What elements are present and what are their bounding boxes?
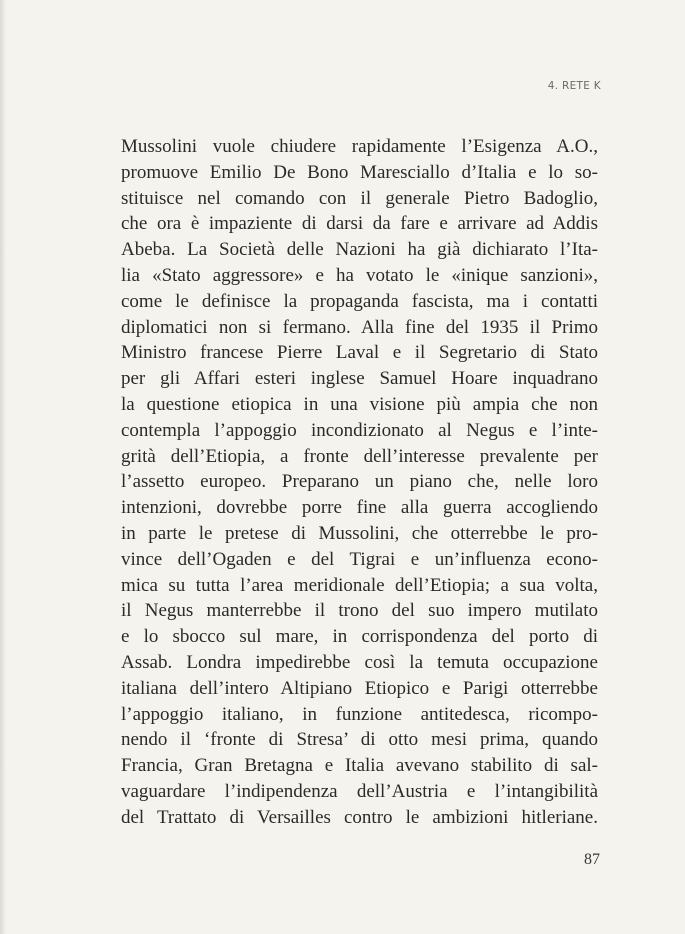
text-line: Francia, Gran Bretagna e Italia avevano stabilito di sal-	[121, 755, 598, 777]
text-line: Ministro francese Pierre Laval e il Segretario di Stato	[121, 342, 598, 364]
text-line: grità dell’Etiopia, a fronte dell’interesse prevalente per	[121, 445, 598, 467]
text-line: mica su tutta l’area meridionale dell’Etiopia; a sua volta,	[121, 574, 598, 596]
text-line: l’assetto europeo. Preparano un piano che, nelle loro	[121, 471, 598, 493]
text-line: italiana dell’intero Altipiano Etiopico e Parigi otterrebbe	[121, 677, 598, 699]
text-line: vince dell’Ogaden e del Tigrai e un’influenza econo-	[121, 548, 598, 570]
text-line: vaguardare l’indipendenza dell’Austria e l’intangibilità	[121, 780, 598, 802]
text-line: Mussolini vuole chiudere rapidamente l’Esigenza A.O.,	[121, 136, 598, 157]
text-line: il Negus manterrebbe il trono del suo impero mutilato	[121, 600, 598, 622]
text-line: lia «Stato aggressore» e ha votato le «inique sanzioni»,	[121, 264, 598, 286]
text-line: Abeba. La Società delle Nazioni ha già dichiarato l’Ita-	[121, 239, 598, 261]
text-line: come le definisce la propaganda fascista, ma i contatti	[121, 290, 598, 312]
text-line: intenzioni, dovrebbe porre fine alla guerra accogliendo	[121, 497, 598, 519]
page-number: 87	[584, 851, 600, 868]
page-edge-shadow	[0, 0, 6, 934]
text-line: l’appoggio italiano, in funzione antitedesca, ricompo-	[121, 703, 598, 725]
text-line: diplomatici non si fermano. Alla fine del 1935 il Primo	[121, 316, 598, 338]
text-line: per gli Affari esteri inglese Samuel Hoare inquadrano	[121, 368, 598, 390]
text-line: e lo sbocco sul mare, in corrispondenza del porto di	[121, 626, 598, 648]
text-line: stituisce nel comando con il generale Pietro Badoglio,	[121, 187, 598, 209]
running-head: 4. RETE K	[547, 80, 601, 92]
body-paragraph	[121, 134, 598, 831]
text-line: la questione etiopica in una visione più ampia che non	[121, 393, 598, 415]
text-line: del Trattato di Versailles contro le ambizioni hitleriane.	[121, 806, 598, 828]
text-line: promuove Emilio De Bono Maresciallo d’Italia e lo so-	[121, 161, 598, 183]
text-line: che ora è impaziente di darsi da fare e arrivare ad Addis	[121, 213, 598, 235]
text-line: nendo il ‘fronte di Stresa’ di otto mesi prima, quando	[121, 729, 598, 751]
text-line: contempla l’appoggio incondizionato al Negus e l’inte-	[121, 419, 598, 441]
text-line: in parte le pretese di Mussolini, che otterrebbe le pro-	[121, 522, 598, 544]
text-line: Assab. Londra impedirebbe così la temuta occupazione	[121, 651, 598, 673]
